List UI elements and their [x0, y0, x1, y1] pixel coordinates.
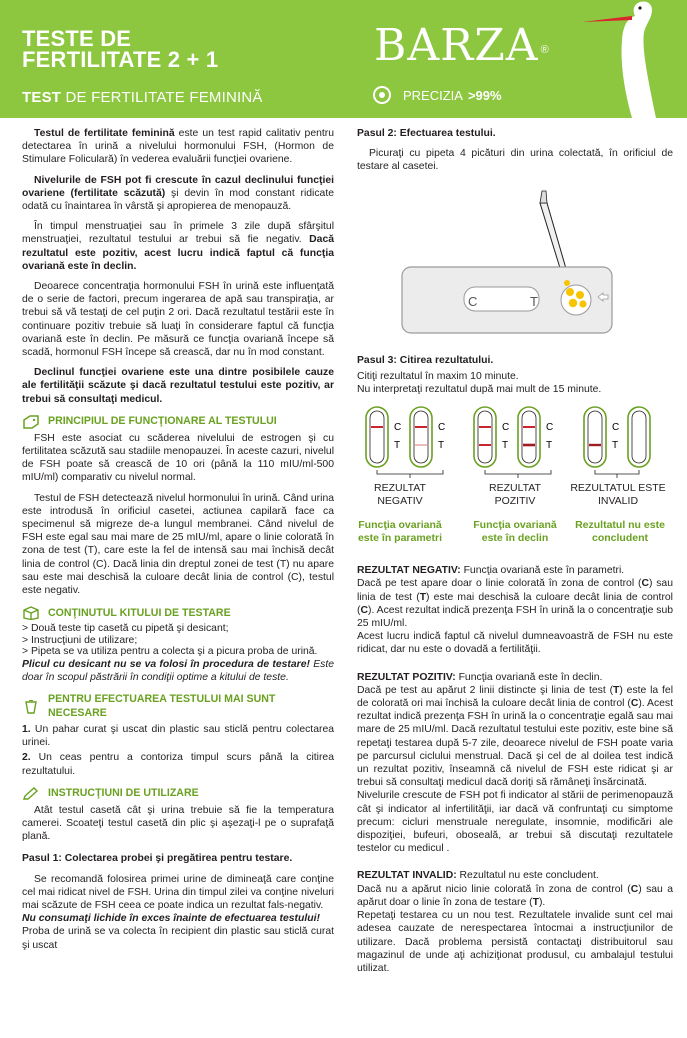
brand-name: BARZA: [374, 20, 539, 71]
decline-bold: Declinul funcţiei ovariene este una dintre posibilele cauze ale fertilităţii scăzute şi dacă rezultatul testului este pozitiv, ar trebui să consultaţi medicul.: [22, 367, 334, 405]
menstruation-text: În timpul menstruaţiei sau în primele 3 zile după sfârşitul menstruaţiei, rezultatul testului ar trebui să fie negativ.: [22, 221, 334, 246]
control-letter: C: [630, 883, 639, 895]
subtitle-rest: DE FERTILITATE FEMININĂ: [61, 89, 263, 106]
kit-note: [22, 658, 334, 684]
usage-paragraph: Atât testul casetă cât şi urina trebuie să fie la temperatura camerei. Scoateţi testul casetă din plic şi aşezaţi-l pe o suprafaţă plană.: [22, 804, 334, 843]
negative-result-meaning: Funcţia ovariană este în parametri: [357, 519, 443, 545]
control-letter: C: [630, 698, 639, 710]
step3-line-1: Citiţi rezultatul în maxim 10 minute.: [357, 370, 519, 382]
negative-heading: [357, 564, 673, 577]
list-item: [22, 723, 334, 749]
invalid-heading-text: Rezultatul nu este concludent.: [456, 870, 599, 882]
pen-icon: [22, 787, 40, 801]
tube-c-label: C: [612, 422, 620, 434]
text-fragment: Dacă pe test apare doar o linie colorată în zona de control (: [357, 578, 642, 590]
list-number: 2.: [22, 752, 31, 764]
positive-paragraph-1: [357, 684, 673, 790]
cassette-t-label: T: [530, 293, 538, 309]
box-icon: [22, 606, 40, 620]
list-item: [22, 751, 334, 777]
registered-mark: ®: [540, 44, 550, 56]
brand-logo: [374, 22, 548, 70]
text-fragment: ) sau linia de test (: [357, 578, 673, 603]
precision-value: >99%: [467, 87, 502, 103]
kit-list: [22, 623, 334, 658]
cassette-illustration: [357, 181, 673, 346]
control-letter: C: [641, 578, 649, 590]
cassette-drawing: [357, 181, 673, 346]
positive-result-label: REZULTAT POZITIV: [489, 482, 541, 508]
product-subtitle: [22, 89, 263, 106]
tag-icon: [22, 415, 40, 429]
intro-text: este un test rapid calitativ pentru detectarea în urină a nivelului hormonului FSH, (Hormon de Stimulare Foliculară) în vederea evaluării funcţiei ovariene.: [22, 128, 335, 166]
kit-note-text: Este doar în scopul păstrării în condiţii optime a kitului de teste.: [22, 659, 334, 684]
tube-t-label: T: [612, 440, 619, 452]
negative-paragraph-1: [357, 577, 673, 630]
cassette-c-label: C: [468, 293, 478, 309]
title-line-1: TESTE DE: [22, 26, 132, 51]
kit-heading: [22, 606, 334, 620]
usage-title: INSTRUCŢIUNI DE UTILIZARE: [48, 787, 199, 800]
negative-heading-text: Funcţia ovariană este în parametri.: [460, 565, 625, 577]
step2-title: Pasul 2: Efectuarea testului.: [357, 128, 496, 139]
invalid-heading-bold: REZULTAT INVALID:: [357, 870, 457, 882]
control-letter: C: [360, 604, 368, 616]
tube-c-label: C: [438, 422, 446, 434]
list-text: Un pahar curat şi uscat din plastic sau sticlă pentru colectarea urinei.: [22, 723, 334, 749]
menstruation-bold: Dacă rezultatul este pozitiv, acest lucru indică faptul că funcţia ovariană este în declin.: [22, 234, 334, 272]
invalid-result-meaning: Rezultatul nu este concludent: [575, 519, 665, 545]
menstruation-paragraph: [22, 220, 334, 273]
fsh-levels-text: şi devin în mod constant ridicate odată cu înaintarea în vârstă şi apropierea de menopauză.: [22, 187, 334, 213]
principle-paragraph-2: Testul de FSH detectează nivelul hormonului în urină. Când urina este introdusă în orificiul casetei, actiunea capilară face ca specimenul să migreze de-a lungul membranei. Când nivelul de FSH este egal sau mai mare de 25 mIU/ml, apare o linie colorată în zona de test (T), care este la fel de intensă sau mai închisă decât linia de control (C). Dacă linia din dreptul zonei de test (T) nu apare sau este mai deschisă la culoare decât linia de control (C), testul este negativ.: [22, 492, 334, 597]
kit-title: CONŢINUTUL KITULUI DE TESTARE: [48, 606, 231, 619]
needed-title: PENTRU EFECTUAREA TESTULUI MAI SUNT NECESARE: [48, 693, 276, 719]
tube-t-label: T: [438, 440, 445, 452]
usage-heading: [22, 787, 334, 801]
negative-result-section: [357, 564, 673, 656]
intro-paragraph: [22, 127, 334, 167]
step3-line-2: Nu interpretaţi rezultatul după mai mult de 15 minute.: [357, 384, 602, 396]
principle-title: PRINCIPIUL DE FUNCŢIONARE AL TESTULUI: [48, 415, 277, 428]
step3-title: Pasul 3: Citirea rezultatului.: [357, 354, 494, 366]
left-column: [22, 127, 334, 959]
positive-result-section: [357, 671, 673, 856]
list-item: > Instrucţiuni de utilizare;: [22, 634, 138, 646]
needed-heading: [22, 693, 334, 719]
invalid-result-label: REZULTATUL ESTE INVALID: [570, 482, 666, 508]
list-item: > Pipeta se va utiliza pentru a colecta şi a picura proba de urină.: [22, 646, 318, 658]
tube-c-label: C: [502, 422, 510, 434]
kit-note-bold: Plicul cu desicant nu se va folosi în procedura de testare!: [22, 659, 310, 671]
text-fragment: Dacă nu a apărut nicio linie colorată în zona de control (: [357, 883, 631, 895]
step1-paragraph: Se recomandă folosirea primei urine de dimineaţă care conţine cel mai ridicat nivel de FSH. Urina din timpul zilei va conţine niveluri mai scăzute de FSH ceea ce poate indica un rezultat fals-negativ.: [22, 873, 334, 911]
positive-result-meaning: Funcţia ovariană este în declin: [473, 519, 557, 545]
text-fragment: ) este la fel de colorată ori mai închisă la culoare decât linia de control (: [357, 684, 673, 710]
step1-warning-text: Nu consumaţi lichide în exces înainte de efectuarea testului!: [22, 913, 320, 925]
invalid-result-section: [357, 869, 673, 975]
text-fragment: ). Acest rezultat indică prezenţa FSH în urină la o concentraţie egală sau mai mare de 25 mIU/ml. Dacă rezultatul testului este pozitiv, este bine să repetaţi testarea după 5-7 zile, deoarece nivelul de FSH poate varia pe parcursul ciclului menstrual. Dacă şi cel de al doilea test indică un rezultat pozitiv, înseamnă că nivelul de FSH este ridicat şi ar trebui să consultaţi medicul dacă doriţi să rămâneţi însărcinată.: [357, 698, 673, 789]
negative-heading-bold: REZULTAT NEGATIV:: [357, 565, 461, 577]
concentration-paragraph: Deoarece concentraţia hormonului FSH în urină este influenţată de o serie de factori, precum ingerarea de apă sau transpiraţia, ar trebui să vă testaţi de cel puţin 2 ori. Dacă rezultatul testării este în continuare pozitiv trebuie să luaţi în considerare faptul că funcţia ovariană este în declin. Pe măsură ce funcţia ovariană începe să scadă, hormonul FSH începe să crească, dar nu în mod constant.: [22, 281, 334, 359]
intro-bold: Testul de fertilitate feminină: [34, 128, 175, 139]
results-illustration: [357, 404, 673, 564]
invalid-heading: [357, 869, 673, 882]
test-letter: T: [613, 684, 620, 696]
negative-result-label: REZULTAT NEGATIV: [374, 482, 426, 508]
step2-paragraph: Picuraţi cu pipeta 4 picături din urina colectată, în orificiul de testare al casetei.: [357, 148, 673, 173]
needed-list: [22, 723, 334, 778]
stork-icon: [572, 0, 687, 118]
target-icon: [373, 86, 391, 104]
list-item: > Două teste tip casetă cu pipetă şi desicant;: [22, 623, 229, 635]
tube-c-label: C: [394, 422, 402, 434]
invalid-paragraph-2: Repetaţi testarea cu un nou test. Rezultatele invalide sunt cel mai adesea cauzate de nerespectarea întocmai a instrucţiunilor de utilizare. Dacă problema persistă contactaţi distribuitorul sau magazinul de unde aţi achiziţionat produsul, cu ambalajul testului utilizat.: [357, 910, 673, 974]
invalid-paragraph-1: [357, 883, 673, 909]
header-banner: [0, 0, 687, 118]
positive-heading: [357, 671, 673, 684]
precision-label: PRECIZIA: [403, 87, 463, 103]
text-fragment: ). Acest rezultat indică prezenţa FSH în urină la o concentraţie sub 25 mIU/ml.: [357, 604, 673, 630]
step1-title: Pasul 1: Colectarea probei şi pregătirea pentru testare.: [22, 853, 293, 865]
tube-c-label: C: [546, 422, 554, 434]
product-title: [22, 28, 218, 70]
negative-paragraph-2: Acest lucru indică faptul că nivelul dumneavoastră de FSH nu este ridicat, dar nu este o dovadă a fertilităţii.: [357, 631, 673, 656]
principle-heading: [22, 415, 334, 429]
decline-paragraph: [22, 366, 334, 406]
positive-heading-text: Funcţia ovariană este în declin.: [455, 671, 603, 683]
test-letter: T: [419, 591, 427, 603]
principle-paragraph-1: FSH este asociat cu scăderea nivelului de estrogen şi cu fertilitatea scăzută sau stadiile menopauzei. În aceste cazuri, nivelul de FSH poate să crească de 10 ori (până la 110 mIU/ml-500 mIU/ml) comparativ cu nivelul normal.: [22, 432, 334, 484]
text-fragment: ).: [538, 896, 546, 908]
right-column: [357, 127, 673, 989]
text-fragment: ) este mai deschisă la culoare decât linia de control (: [357, 591, 673, 616]
cup-icon: [22, 700, 40, 714]
list-text: Un ceas pentru a contoriza timpul scurs până la citirea rezultatului.: [22, 752, 334, 777]
positive-heading-bold: REZULTAT POZITIV:: [357, 671, 456, 683]
test-letter: T: [532, 896, 539, 908]
fsh-levels-bold: Nivelurile de FSH pot fi crescute în cazul declinului funcţiei ovariene (fertilitate scăzută): [22, 174, 334, 199]
fsh-levels-paragraph: [22, 174, 334, 214]
title-line-2: FERTILITATE 2 + 1: [22, 47, 219, 72]
tube-t-label: T: [394, 440, 401, 452]
tube-t-label: T: [502, 440, 509, 452]
precision-badge: [373, 86, 502, 104]
step1-warning: [22, 912, 334, 925]
list-number: 1.: [22, 723, 31, 735]
text-fragment: ) sau a apărut doar o linie în zona de testare (: [357, 883, 673, 908]
subtitle-bold: TEST: [22, 89, 62, 106]
step1-last-paragraph: Proba de urină se va colecta în recipient din plastic sau sticlă curat şi uscat: [22, 926, 334, 951]
positive-paragraph-2: Nivelurile crescute de FSH pot fi indicator al stării de perimenopauză cât şi indicator al infertilităţii, iar dacă vă confruntaţi cu simptome precum: cicluri menstruale neregulate, insomnie, modificări ale dispoziţiei, bufeuri, oboseală, ar trebui să discutaţi rezultatele testelor cu medicul .: [357, 790, 673, 855]
text-fragment: Dacă pe test au apărut 2 linii distincte şi linia de test (: [357, 684, 614, 696]
tube-t-label: T: [546, 440, 553, 452]
